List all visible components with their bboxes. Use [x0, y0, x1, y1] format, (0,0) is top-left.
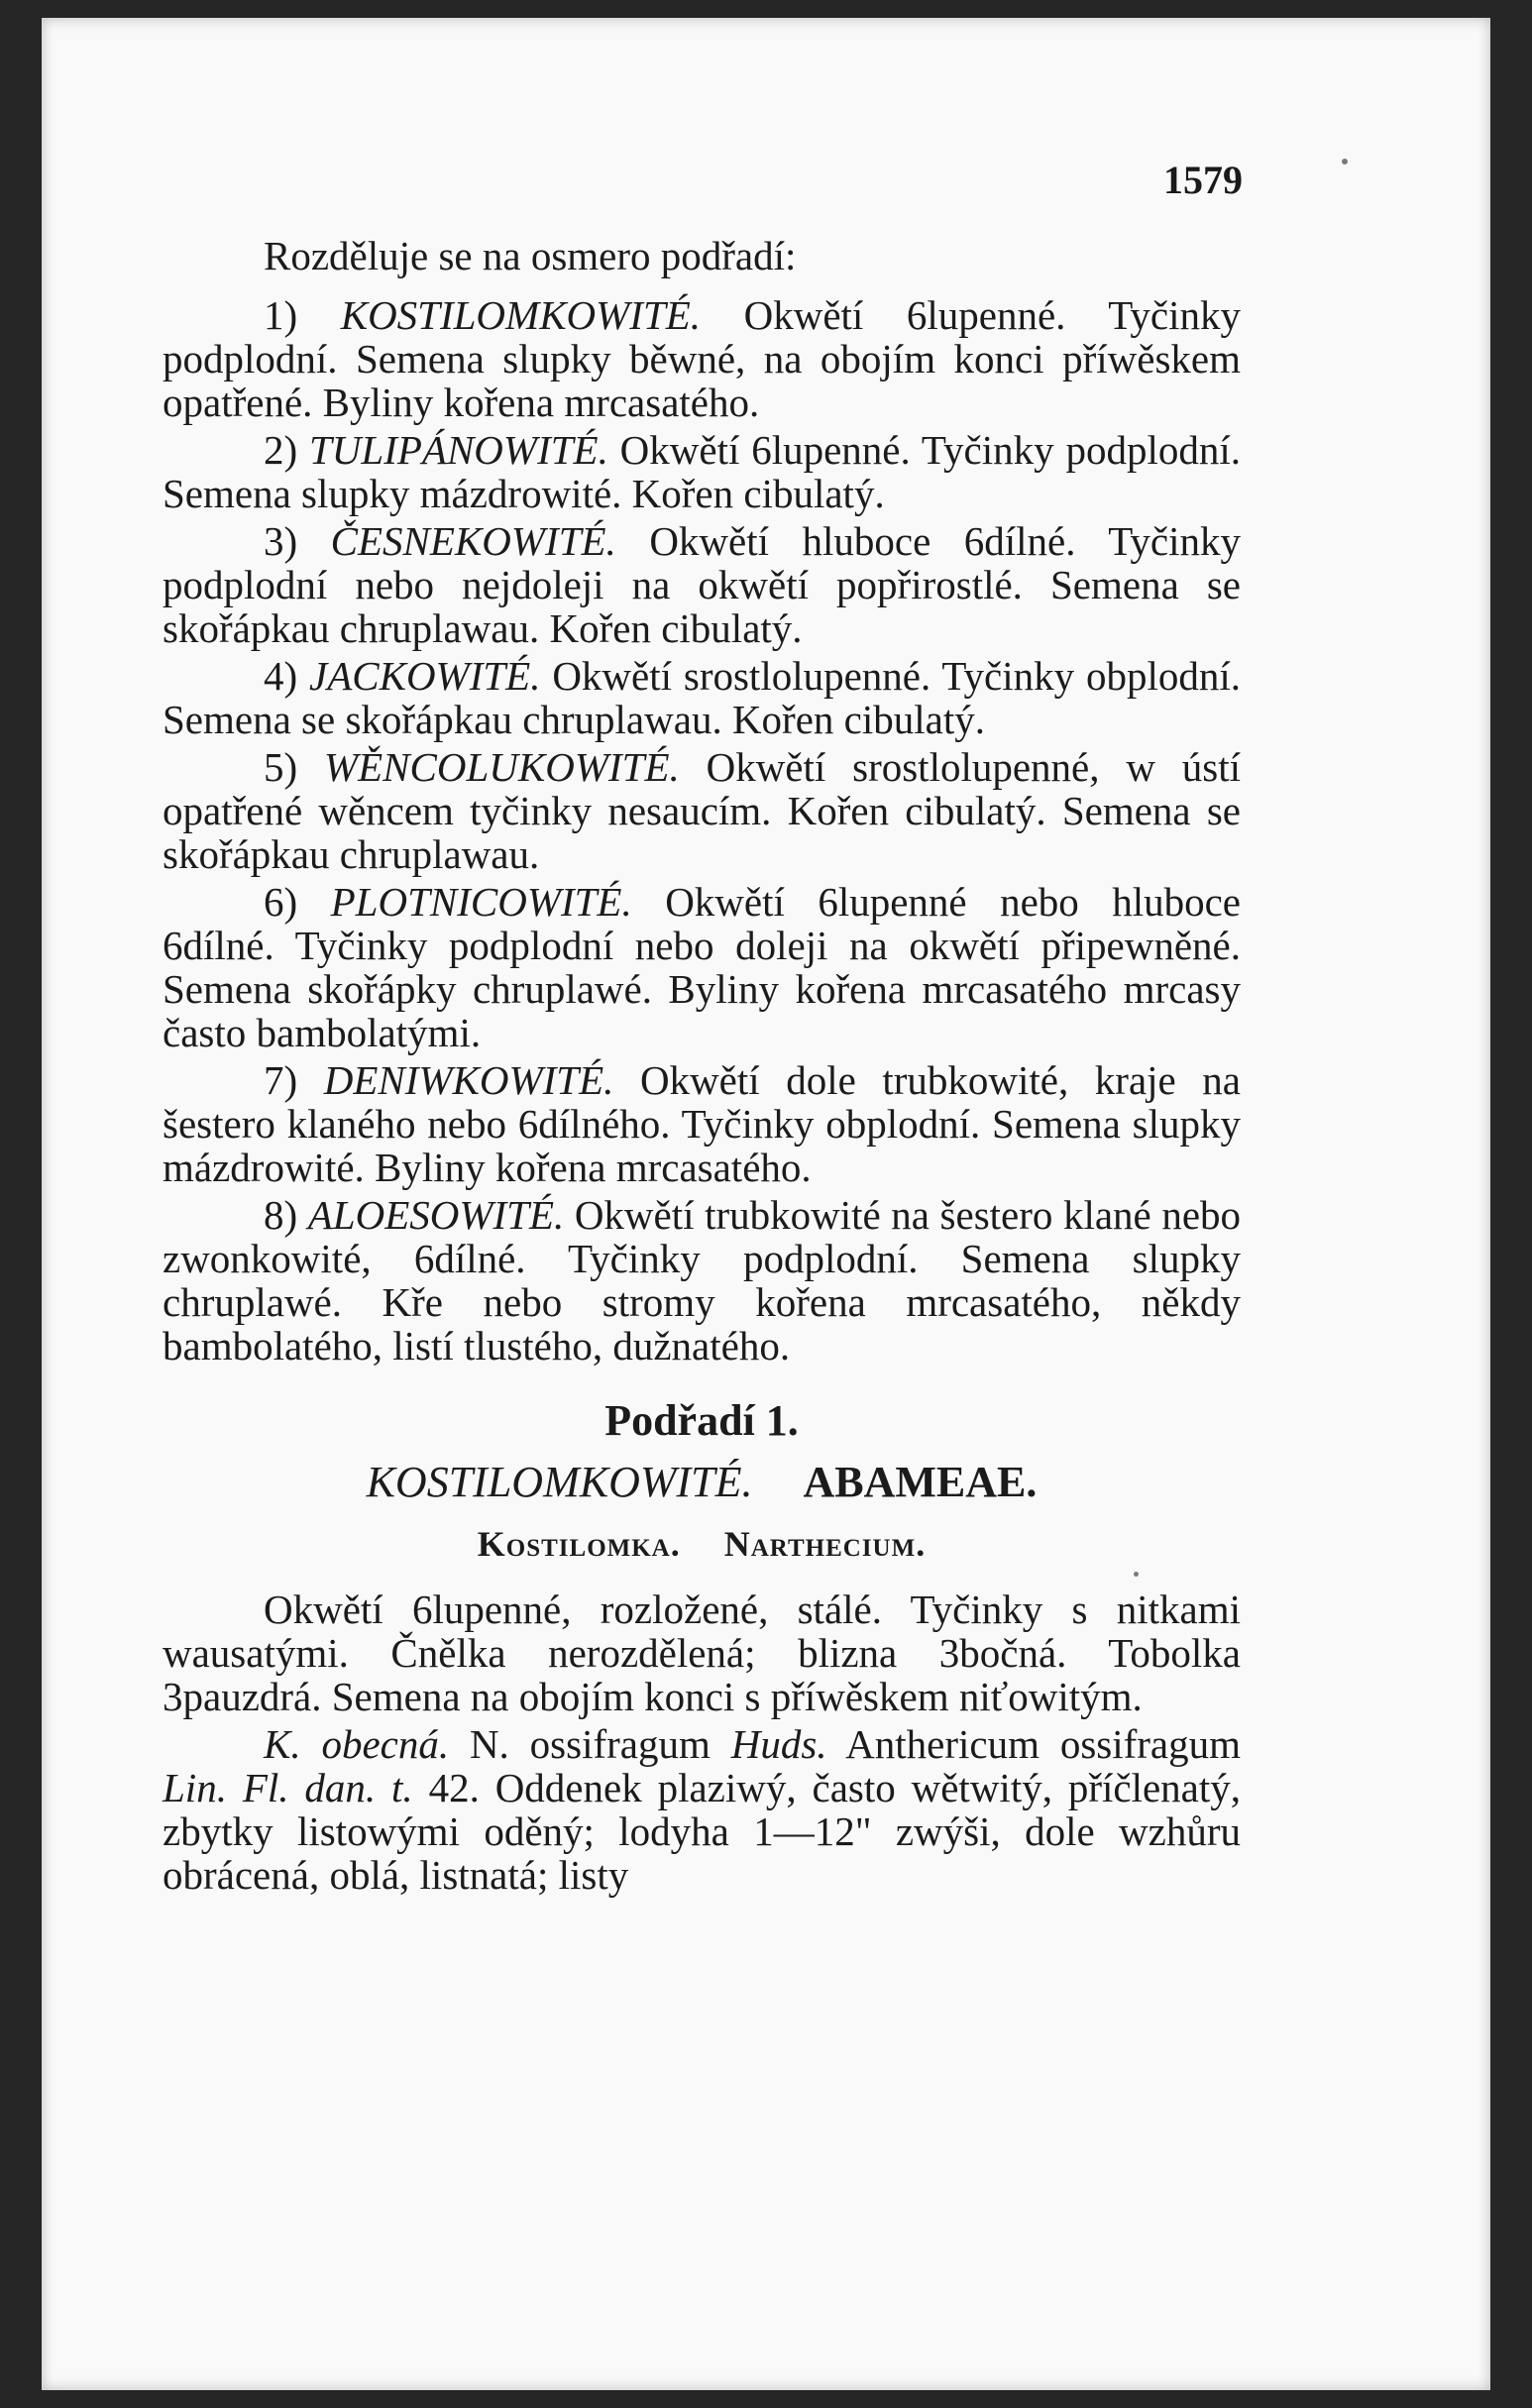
suborder-description: Okwětí 6lupenné. Tyčinky podplodní. Semena slupky mázdrowité. Kořen cibulatý. — [163, 427, 1241, 516]
species-author: Huds. — [730, 1721, 827, 1767]
species-latin: N. ossifragum — [469, 1721, 711, 1767]
suborder-entry — [163, 428, 1241, 515]
suborder-name: ČESNEKOWITÉ. — [330, 518, 616, 564]
genus-heading — [163, 1522, 1241, 1566]
species-entry — [163, 1722, 1241, 1897]
family-heading-latin: ABAMEAE. — [803, 1458, 1038, 1506]
family-heading-czech: KOSTILOMKOWITÉ. — [366, 1458, 753, 1506]
suborder-name: ALOESOWITÉ. — [307, 1192, 565, 1238]
genus-heading-latin: Narthecium. — [723, 1524, 927, 1564]
suborder-number: 2) — [264, 427, 298, 473]
species-reference: Lin. Fl. dan. t. — [163, 1765, 413, 1810]
suborder-description: Okwětí 6lupenné. Tyčinky podplodní. Semena slupky běwné, na obojím konci příwěskem opatřené. Byliny kořena mrcasatého. — [163, 292, 1242, 425]
species-description: Oddenek plaziwý, často wětwitý, příčlenatý, zbytky listowými oděný; lodyha 1—12" zwýši, dole wzhůru obrácená, oblá, listnatá; listy — [163, 1765, 1242, 1898]
suborder-description: Okwětí srostlolupenné, w ústí opatřené wěncem tyčinky nesaucím. Kořen cibulatý. Semena se skořápkau chruplawau. — [163, 744, 1241, 877]
suborder-number: 1) — [264, 292, 298, 338]
suborder-name: KOSTILOMKOWITÉ. — [340, 292, 702, 338]
suborder-name: TULIPÁNOWITÉ. — [309, 427, 608, 473]
suborder-number: 4) — [264, 653, 298, 699]
suborder-name: PLOTNICOWITÉ. — [330, 879, 632, 925]
family-heading — [163, 1458, 1241, 1506]
book-page — [42, 18, 1490, 2390]
intro-paragraph: Rozděluje se na osmero podřadí: — [264, 233, 797, 278]
suborder-number: 7) — [264, 1057, 298, 1103]
suborder-entry — [163, 745, 1241, 876]
suborder-name: JACKOWITÉ. — [309, 653, 541, 699]
suborder-description: Okwětí srostlolupenné. Tyčinky obplodní. Semena se skořápkau chruplawau. Kořen cibulatý. — [163, 653, 1242, 742]
suborder-name: WĚNCOLUKOWITÉ. — [323, 744, 680, 790]
suborder-entry — [163, 1058, 1241, 1189]
suborder-entry — [163, 1193, 1241, 1368]
suborder-entry — [163, 293, 1241, 424]
page-number: 1579 — [1163, 158, 1243, 202]
suborder-description: Okwětí trubkowité na šestero klané nebo zwonkowité, 6dílné. Tyčinky podplodní. Semena slupky chruplawé. Kře nebo stromy kořena mrcasatého, někdy bambolatého, listí tlustého, dužnatého. — [163, 1192, 1242, 1368]
suborder-number: 6) — [264, 879, 298, 925]
species-synonym: Anthericum ossifragum — [845, 1721, 1242, 1767]
page-speck — [1134, 1572, 1139, 1577]
genus-heading-czech: Kostilomka. — [477, 1524, 681, 1564]
suborder-entry — [163, 880, 1241, 1054]
suborder-number: 3) — [264, 518, 298, 564]
suborder-heading: Podřadí 1. — [604, 1396, 799, 1445]
suborder-description: Okwětí dole trubkowité, kraje na šestero klaného nebo 6dílného. Tyčinky obplodní. Semena slupky mázdrowité. Byliny kořena mrcasatého. — [163, 1057, 1242, 1190]
suborder-description: Okwětí hluboce 6dílné. Tyčinky podplodní nebo nejdoleji na okwětí popřirostlé. Semena se skořápkau chruplawau. Kořen cibulatý. — [163, 518, 1242, 651]
suborder-description: Okwětí 6lupenné nebo hluboce 6dílné. Tyčinky podplodní nebo doleji na okwětí připewněné. Semena skořápky chruplawé. Byliny kořena mrcasatého mrcasy často bambolatými. — [163, 879, 1242, 1055]
suborder-number: 8) — [264, 1192, 298, 1238]
suborder-list — [163, 293, 1241, 1368]
suborder-entry — [163, 654, 1241, 741]
species-reference-number: 42. — [428, 1765, 480, 1810]
suborder-entry — [163, 519, 1241, 650]
suborder-name: DENIWKOWITÉ. — [323, 1057, 614, 1103]
page-body — [163, 234, 1241, 1901]
genus-description: Okwětí 6lupenné, rozložené, stálé. Tyčinky s nitkami wausatými. Čnělka nerozdělená; blizna 3bočná. Tobolka 3pauzdrá. Semena na obojím konci s příwěskem niťowitým. — [163, 1587, 1241, 1719]
page-speck — [1342, 159, 1348, 164]
suborder-number: 5) — [264, 744, 298, 790]
species-name: K. obecná. — [264, 1721, 450, 1767]
